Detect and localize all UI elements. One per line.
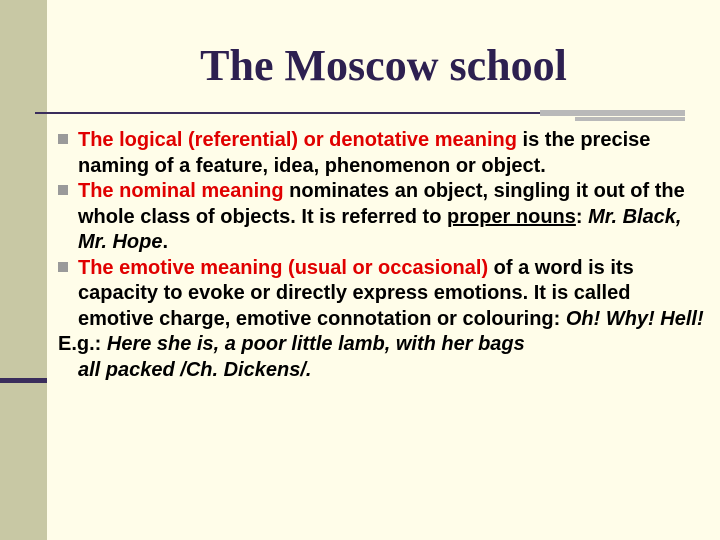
bullet-text: of a word is its capacity to evoke or directly express emotions. It is called emotive charge, emotive connotation or colouring: (78, 256, 634, 330)
divider-accent (540, 110, 685, 116)
italic-examples: Mr. Black, Mr. Hope (78, 205, 682, 253)
bullet-text-colon: : (575, 205, 589, 228)
bullet-text: is the precise naming of a feature, idea, phenomenon or object. (78, 129, 651, 177)
square-bullet-icon (58, 262, 68, 272)
divider-accent-secondary (575, 117, 685, 121)
example-label: E.g.: (58, 333, 107, 355)
term-emotive-meaning: The emotive meaning (usual or occasional) (78, 256, 489, 279)
bullet-item (56, 256, 706, 333)
bullet-text: nominates an object, singling it out of the whole class of objects. It is referred to (78, 180, 685, 228)
term-logical-meaning: The logical (referential) or denotative meaning (78, 129, 517, 151)
bullet-item (56, 179, 706, 256)
slide-body (56, 128, 706, 383)
example-block (56, 332, 706, 383)
example-line-1: Here she is, a poor little lamb, with her bags (106, 333, 525, 355)
square-bullet-icon (58, 185, 68, 195)
underlined-term: proper nouns (447, 205, 576, 228)
title-divider (35, 112, 585, 114)
left-bar-accent (0, 378, 47, 383)
slide-title: The Moscow school (200, 41, 567, 90)
bullet-item (56, 128, 706, 179)
italic-examples: Oh! Why! Hell! (565, 307, 704, 330)
square-bullet-icon (58, 134, 68, 144)
left-decorative-bar (0, 0, 47, 540)
bullet-text-end: . (162, 231, 169, 253)
term-nominal-meaning: The nominal meaning (78, 180, 284, 202)
example-line-2: all packed /Ch. Dickens/. (78, 358, 312, 381)
